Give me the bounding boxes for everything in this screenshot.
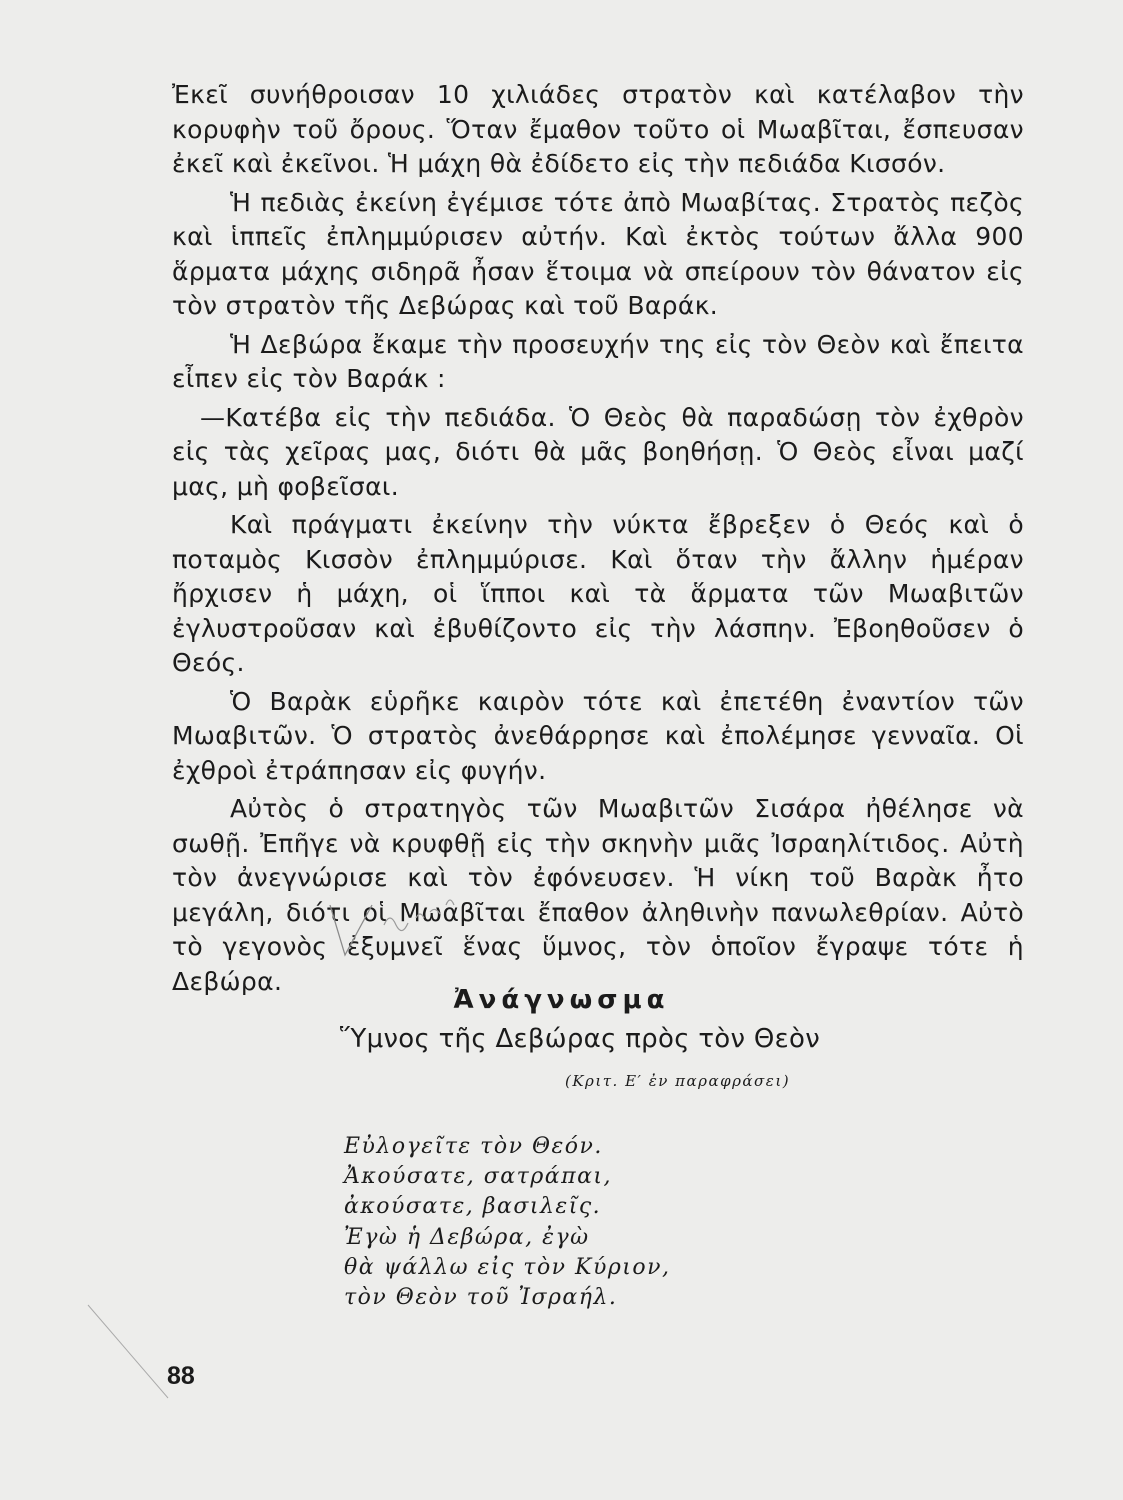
paragraph: Ὁ Βαρὰκ εὑρῆκε καιρὸν τότε καὶ ἐπετέθη ἐναντίον τῶν Μωαβιτῶν. Ὁ στρατὸς ἀνεθάρρησε καὶ ἐπολέμησε γενναῖα. Οἱ ἐχθροὶ ἐτράπησαν εἰς φυγήν. [172,686,1024,785]
paragraph: Ἡ πεδιὰς ἐκείνη ἐγέμισε τότε ἀπὸ Μωαβίτας. Στρατὸς πεζὸς καὶ ἱππεῖς ἐπλημμύρισεν αὐτήν. Καὶ ἐκτὸς τούτων ἄλλα 900 ἅρματα μάχης σιδηρᾶ ἦσαν ἕτοιμα νὰ σπείρουν τὸν θάνατον εἰς τὸν στρατὸν τῆς Δεβώρας καὶ τοῦ Βαράκ. [172,187,1024,320]
reading-heading: Ἀνάγνωσμα [453,985,670,1015]
poem-line: Ἐγὼ ἡ Δεβώρα, ἐγὼ [344,1224,590,1250]
poem-line: ἀκούσατε, βασιλεῖς. [344,1194,602,1220]
poem-line: Εὐλογεῖτε τὸν Θεόν. [344,1134,603,1159]
poem-line: Ἀκούσατε, σατράπαι, [344,1164,613,1190]
paragraph: —Κατέβα εἰς τὴν πεδιάδα. Ὁ Θεὸς θὰ παραδώσῃ τὸν ἐχθρὸν εἰς τὰς χεῖρας μας, διότι θὰ μᾶς βοηθήσῃ. Ὁ Θεὸς εἶναι μαζί μας, μὴ φοβεῖσαι. [172,402,1024,501]
paragraph: Καὶ πράγματι ἐκείνην τὴν νύκτα ἔβρεξεν ὁ Θεός καὶ ὁ ποταμὸς Κισσὸν ἐπλημμύρισε. Καὶ ὅταν τὴν ἄλλην ἡμέραν ἤρχισεν ἡ μάχη, οἱ ἵπποι καὶ τὰ ἅρματα τῶν Μωαβιτῶν ἐγλυστροῦσαν καὶ ἐβυθίζοντο εἰς τὴν λάσπην. Ἐβοηθοῦσεν ὁ Θεός. [172,510,1024,677]
poem [344,1132,671,1313]
scripture-reference: (Κριτ. Ε′ ἐν παραφράσει) [565,1072,791,1090]
hymn-title: Ὕμνος τῆς Δεβώρας πρὸς τὸν Θεὸν [339,1024,821,1054]
paragraph: Ἐκεῖ συνήθροισαν 10 χιλιάδες στρατὸν καὶ κατέλαβον τὴν κορυφὴν τοῦ ὄρους. Ὅταν ἔμαθον τοῦτο οἱ Μωαβῖται, ἔσπευσαν ἐκεῖ καὶ ἐκεῖνοι. Ἡ μάχη θὰ ἐδίδετο εἰς τὴν πεδιάδα Κισσόν. [172,80,1024,178]
poem-line: θὰ ψάλλω εἰς τὸν Κύριον, [344,1254,671,1280]
paragraph: Αὐτὸς ὁ στρατηγὸς τῶν Μωαβιτῶν Σισάρα ἠθέλησε νὰ σωθῇ. Ἐπῆγε νὰ κρυφθῇ εἰς τὴν σκηνὴν μιᾶς Ἰσραηλίτιδος. Αὐτὴ τὸν ἀνεγνώρισε καὶ τὸν ἐφόνευσεν. Ἡ νίκη τοῦ Βαρὰκ ἦτο μεγάλη, διότι οἱ Μωαβῖται ἔπαθον ἀληθινὴν πανωλεθρίαν. Αὐτὸ τὸ γεγονὸς ἐξυμνεῖ ἕνας ὕμνος, τὸν ὁποῖον ἔγραψε τότε ἡ Δεβώρα. [172,794,1024,996]
poem-line: τὸν Θεὸν τοῦ Ἰσραήλ. [344,1284,618,1310]
page-number: 88 [167,1362,195,1390]
paragraph: Ἡ Δεβώρα ἔκαμε τὴν προσευχήν της εἰς τὸν Θεὸν καὶ ἔπειτα εἶπεν εἰς τὸν Βαράκ : [172,329,1024,393]
